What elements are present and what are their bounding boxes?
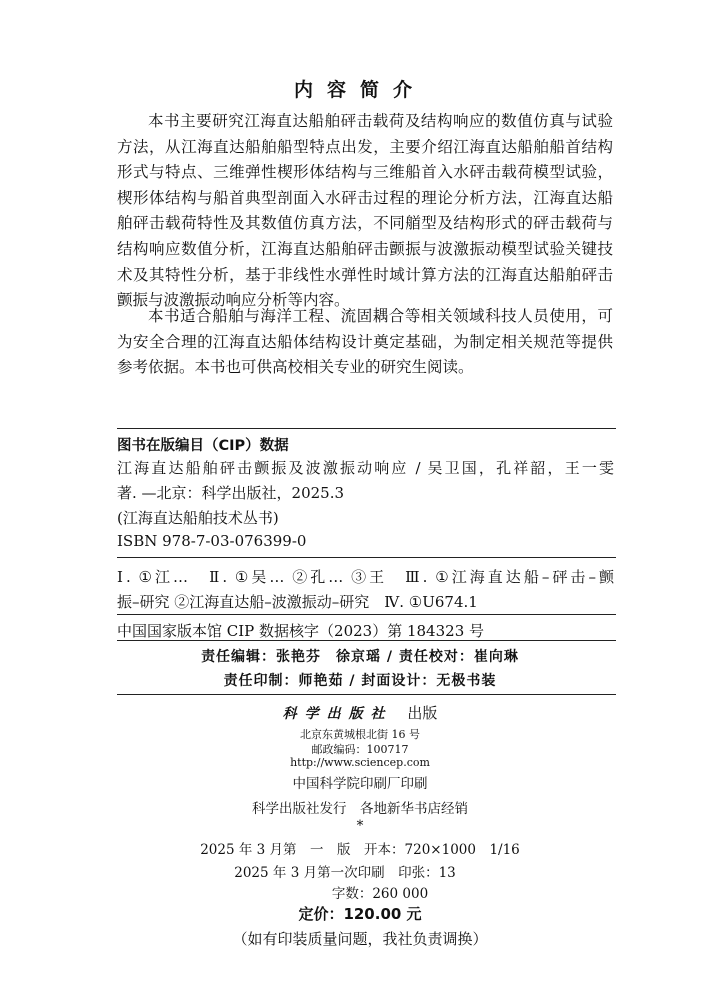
publisher-suffix: 出版 — [407, 704, 438, 722]
publisher-name: 科学出版社 — [282, 706, 393, 722]
page-title: 内容简介 — [293, 79, 426, 101]
separator-star: * — [356, 818, 364, 834]
cip-heading: 图书在版编目（CIP）数据 — [117, 438, 289, 454]
intro-line: 本书主要研究江海直达船舶砰击载荷及结构响应的数值仿真与试验 — [148, 112, 613, 130]
publisher-postcode: 邮政编码：100717 — [311, 743, 409, 756]
publisher-url: http://www.sciencep.com — [290, 756, 430, 769]
cip-author-line: 著. —北京：科学出版社，2025.3 — [117, 484, 345, 502]
intro-paragraph-2 — [117, 304, 613, 381]
distribution: 科学出版社发行 各地新华书店经销 — [252, 801, 468, 817]
cip-top-rule — [117, 428, 616, 429]
cip-title-line: 江海直达船舶砰击颤振及波激振动响应 / 吴卫国，孔祥韶，王一雯 — [117, 459, 614, 477]
cip-series: (江海直达船舶技术丛书) — [117, 509, 279, 527]
intro-paragraph-1 — [117, 109, 613, 314]
intro-line: 结构响应数值分析，江海直达船舶砰击颤振与波激振动模型试验关键技 — [117, 239, 613, 258]
printing-line: 2025 年 3 月第一次印刷 印张：13 — [234, 865, 456, 881]
intro-line: 本书适合船舶与海洋工程、流固耦合等相关领域科技人员使用，可 — [148, 307, 613, 325]
intro-line: 术及其特性分析，基于非线性水弹性时域计算方法的江海直达船舶砰击 — [117, 265, 613, 284]
intro-line: 为安全合理的江海直达船体结构设计奠定基础，为制定相关规范等提供 — [117, 332, 613, 351]
printer: 中国科学院印刷厂印刷 — [292, 776, 428, 792]
quality-note: （如有印装质量问题，我社负责调换） — [232, 930, 488, 948]
cip-number: 中国国家版本馆 CIP 数据核字（2023）第 184323 号 — [117, 622, 485, 640]
intro-line: 颤振与波激振动响应分析等内容。 — [117, 291, 350, 310]
cip-mid-rule — [117, 557, 616, 558]
intro-line: 方法，从江海直达船舶船型特点出发，主要介绍江海直达船舶船首结构 — [117, 137, 613, 156]
price: 定价：120.00 元 — [298, 905, 422, 923]
cip-isbn: ISBN 978-7-03-076399-0 — [117, 532, 307, 550]
cip-bottom-rule — [117, 614, 616, 615]
staff-top-rule — [117, 640, 616, 641]
publisher-address: 北京东黄城根北街 16 号 — [300, 728, 420, 741]
word-count: 字数：260 000 — [331, 886, 429, 902]
intro-line: 楔形体结构与船首典型剖面入水砰击过程的理论分析方法，江海直达船 — [117, 188, 613, 207]
cip-classification-line: 振–研究 ②江海直达船–波激振动–研究 Ⅳ. ①U674.1 — [117, 593, 478, 611]
staff-bottom-rule — [117, 694, 616, 695]
intro-line: 参考依据。本书也可供高校相关专业的研究生阅读。 — [117, 358, 474, 377]
publisher-line — [0, 702, 720, 723]
edition-line: 2025 年 3 月第 一 版 开本：720×1000 1/16 — [200, 842, 520, 858]
staff-editors: 责任编辑：张艳芬 徐京瑶 / 责任校对：崔向琳 — [201, 649, 519, 665]
cip-classification-line: Ⅰ. ①江… Ⅱ. ①吴… ②孔… ③王 Ⅲ. ①江海直达船–砰击–颤 — [117, 568, 614, 586]
intro-line: 形式与特点、三维弹性楔形体结构与三维船首入水砰击载荷模型试验， — [117, 163, 613, 182]
staff-production: 责任印制：师艳茹 / 封面设计：无极书装 — [223, 673, 497, 689]
intro-line: 舶砰击载荷特性及其数值仿真方法，不同艏型及结构形式的砰击载荷与 — [117, 214, 613, 233]
